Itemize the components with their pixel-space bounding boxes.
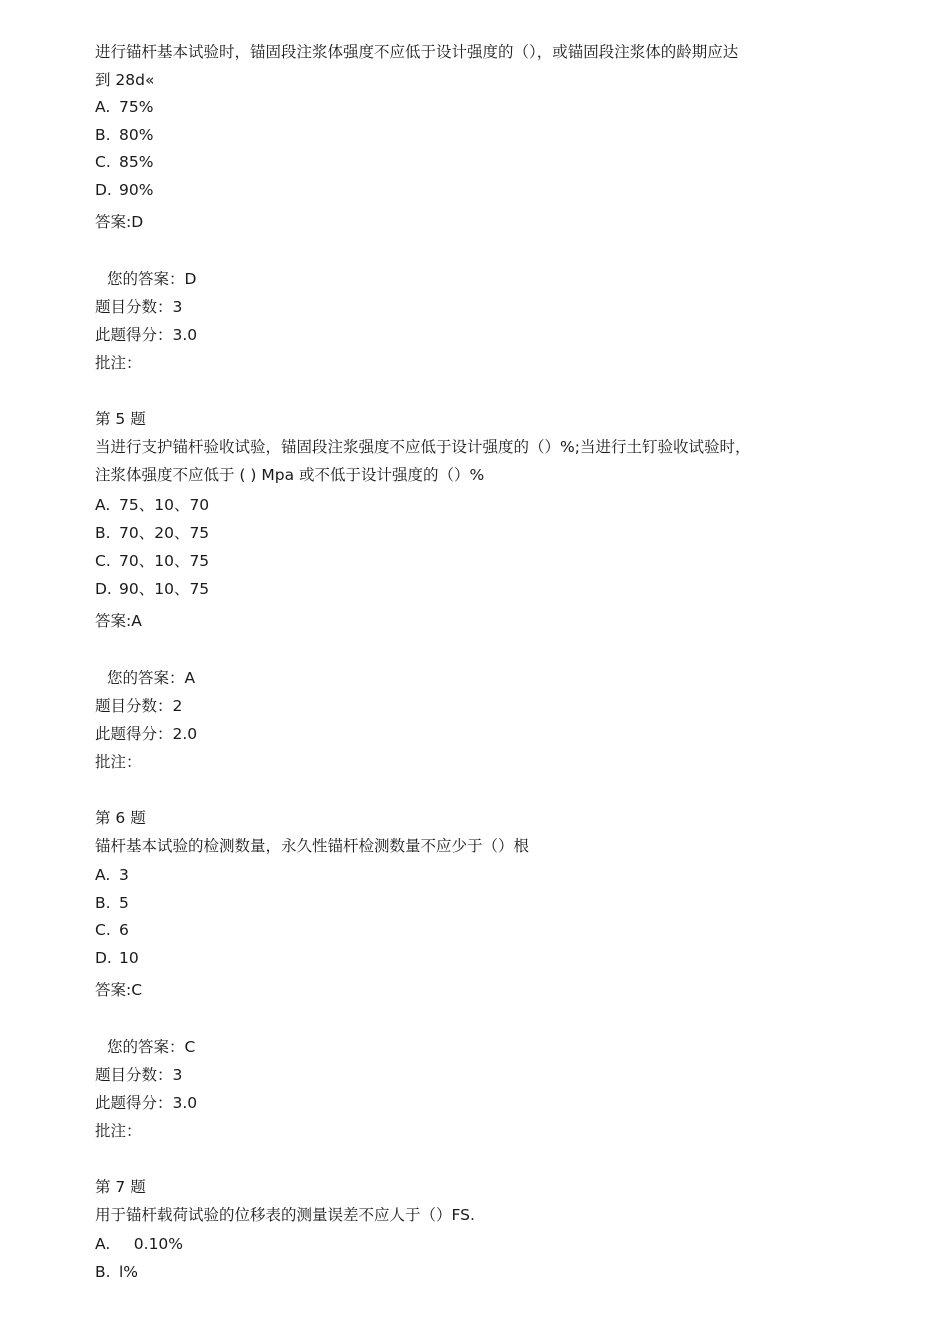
question-stem-continued: 到 28d« <box>95 71 155 89</box>
your-answer: 您的答案：D <box>107 270 197 288</box>
question-stem: 锚杆基本试验的检测数量，永久性锚杆检测数量不应少于（）根 <box>95 837 530 855</box>
earned-score: 此题得分：2.0 <box>95 725 198 743</box>
options-list <box>95 94 865 204</box>
remark: 批注： <box>95 753 142 771</box>
options-list <box>95 1231 865 1286</box>
earned-score: 此题得分：3.0 <box>95 326 198 344</box>
question-6 <box>95 804 865 1145</box>
option-a: A. 3 <box>95 866 129 884</box>
question-title: 第 7 题 <box>95 1178 146 1196</box>
option-d: D. 10 <box>95 948 139 967</box>
option-a: A. 75% <box>95 98 154 116</box>
option-a: A. 75、10、70 <box>95 496 210 514</box>
options-list <box>95 491 865 603</box>
question-stem: 进行锚杆基本试验时，锚固段注浆体强度不应低于设计强度的（），或锚固段注浆体的龄期应达 <box>95 43 739 61</box>
question-score: 题目分数：3 <box>95 298 183 316</box>
question-4 <box>95 38 865 377</box>
question-7 <box>95 1173 865 1286</box>
earned-score: 此题得分：3.0 <box>95 1094 198 1112</box>
document-page <box>95 38 865 1286</box>
question-stem: 当进行支护锚杆验收试验，锚固段注浆强度不应低于设计强度的（）%;当进行土钉验收试验时， <box>95 438 751 456</box>
option-b: B. 5 <box>95 893 129 912</box>
your-answer: 您的答案：A <box>107 669 196 687</box>
remark: 批注： <box>95 354 142 372</box>
question-stem: 用于锚杆载荷试验的位移表的测量误差不应人于（）FS. <box>95 1206 475 1224</box>
remark: 批注： <box>95 1122 142 1140</box>
question-score: 题目分数：3 <box>95 1066 183 1084</box>
options-list <box>95 862 865 972</box>
option-d: D. 90% <box>95 180 154 199</box>
question-title: 第 6 题 <box>95 809 146 827</box>
option-c: C. 6 <box>95 921 129 939</box>
option-d: D. 90、10、75 <box>95 580 210 598</box>
correct-answer: 答案:A <box>95 612 142 630</box>
correct-answer: 答案:D <box>95 213 144 231</box>
option-c: C. 85% <box>95 153 154 171</box>
option-a: A. 0.10% <box>95 1235 184 1253</box>
question-score: 题目分数：2 <box>95 697 183 715</box>
question-5 <box>95 405 865 776</box>
option-b: B. l% <box>95 1262 139 1281</box>
option-c: C. 70、10、75 <box>95 552 210 570</box>
correct-answer: 答案:C <box>95 981 143 999</box>
question-title: 第 5 题 <box>95 410 146 428</box>
question-stem-continued: 注浆体强度不应低于 ( ) Mpa 或不低于设计强度的（）% <box>95 466 485 484</box>
option-b: B. 80% <box>95 125 154 144</box>
option-b: B. 70、20、75 <box>95 524 210 542</box>
your-answer: 您的答案：C <box>107 1038 196 1056</box>
